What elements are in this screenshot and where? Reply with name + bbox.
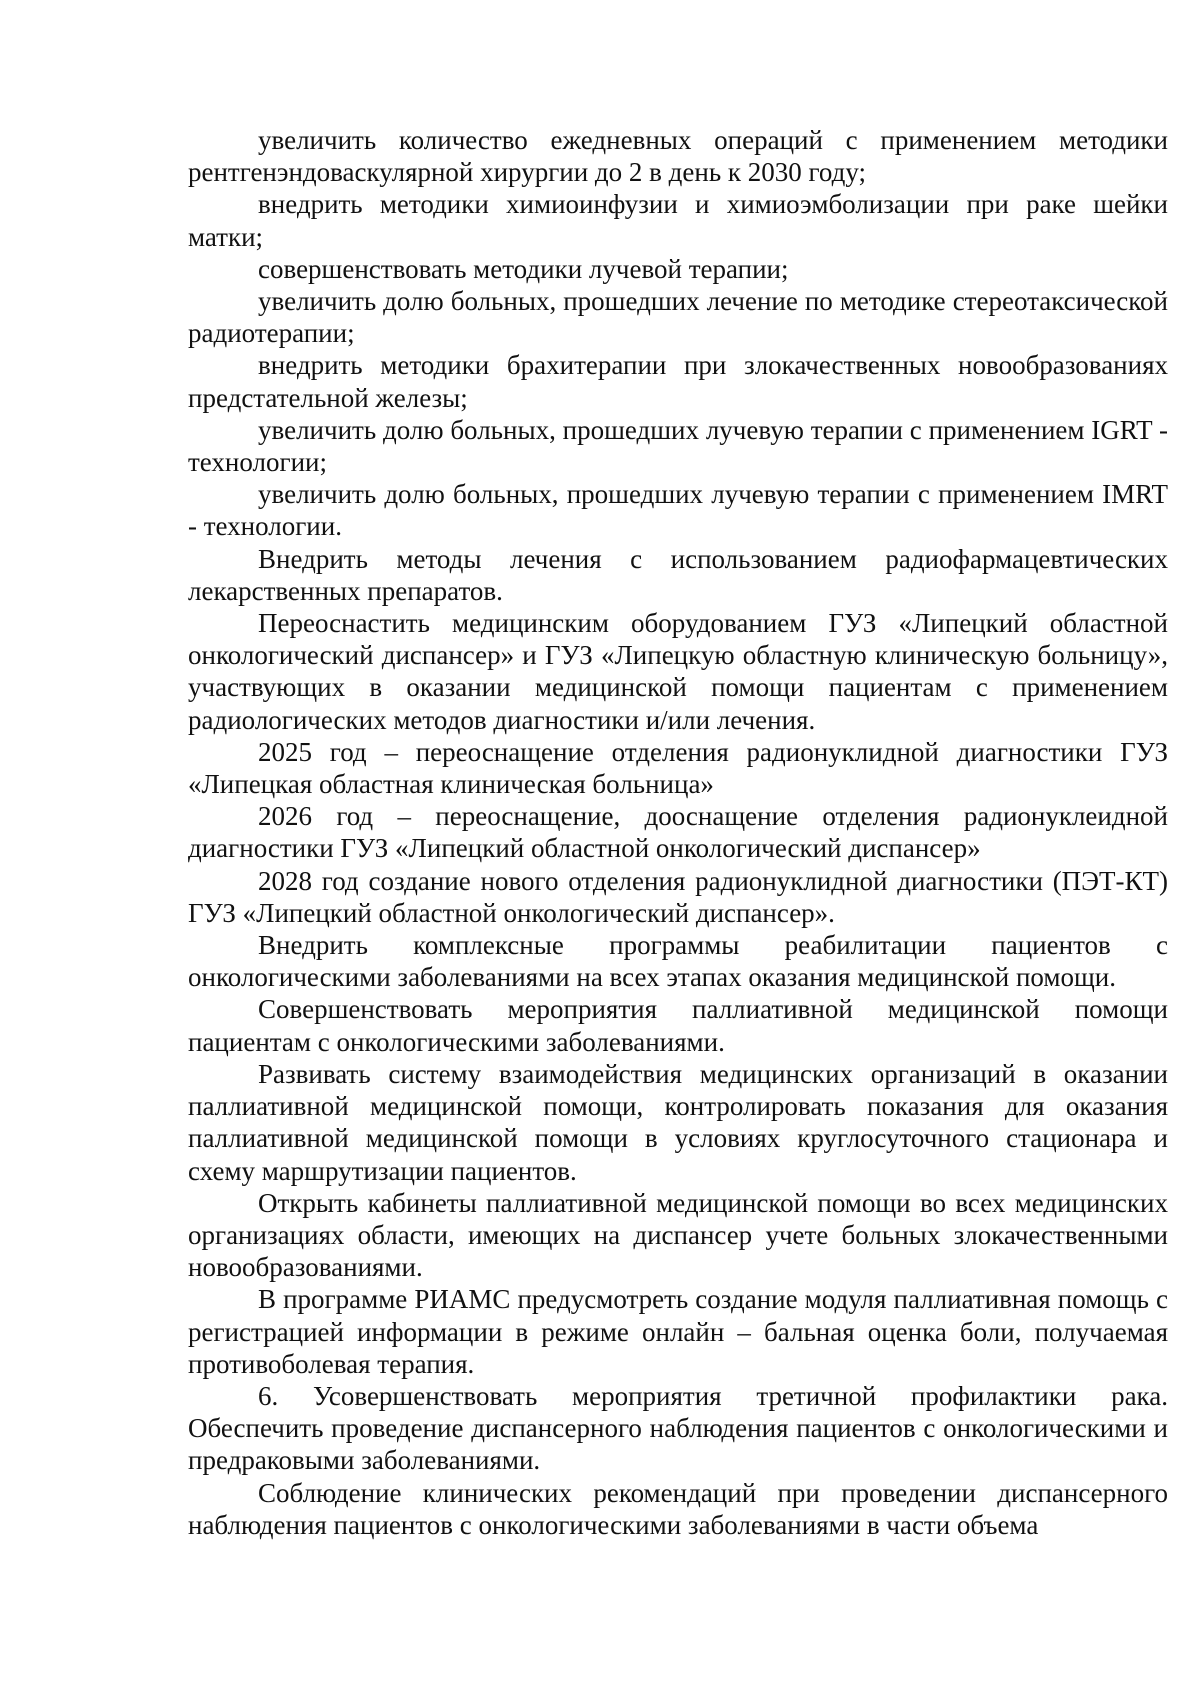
paragraph-17: В программе РИАМС предусмотреть создание модуля паллиативная помощь с регистрацией информации в режиме онлайн – бальная оценка боли, получаемая противоболевая терапия. (188, 1284, 1168, 1379)
paragraph-13: Внедрить комплексные программы реабилитации пациентов с онкологическими заболеваниями на всех этапах оказания медицинской помощи. (188, 930, 1168, 993)
paragraph-8: Внедрить методы лечения с использованием радиофармацевтических лекарственных препаратов. (188, 543, 1168, 606)
paragraph-5: внедрить методики брахитерапии при злокачественных новообразованиях предстательной железы; (188, 350, 1168, 413)
paragraph-18: 6. Усовершенствовать мероприятия третичной профилактики рака. Обеспечить проведение диспансерного наблюдения пациентов с онкологическими и предраковыми заболеваниями. (188, 1380, 1168, 1476)
paragraph-14: Совершенствовать мероприятия паллиативной медицинской помощи пациентам с онкологическими заболеваниями. (188, 994, 1168, 1057)
paragraph-10: 2025 год – переоснащение отделения радионуклидной диагностики ГУЗ «Липецкая областная клиническая больница» (188, 736, 1168, 800)
document-body (188, 124, 1168, 1541)
paragraph-6: увеличить долю больных, прошедших лучевую терапии с применением IGRT - технологии; (188, 414, 1168, 478)
paragraph-19: Соблюдение клинических рекомендаций при проведении диспансерного наблюдения пациентов с онкологическими заболеваниями в части объема (188, 1477, 1168, 1540)
paragraph-2: внедрить методики химиоинфузии и химиоэмболизации при раке шейки матки; (188, 189, 1168, 252)
paragraph-16: Открыть кабинеты паллиативной медицинской помощи во всех медицинских организациях области, имеющих на диспансер учете больных злокачественными новообразованиями. (188, 1187, 1168, 1283)
paragraph-1: увеличить количество ежедневных операций с применением методики рентгенэндоваскулярной хирургии до 2 в день к 2030 году; (188, 125, 1168, 188)
paragraph-3: совершенствовать методики лучевой терапии; (258, 253, 789, 284)
paragraph-9: Переоснастить медицинским оборудованием ГУЗ «Липецкий областной онкологический диспансер» и ГУЗ «Липецкую областную клиническую больницу», участвующих в оказании медицинской помощи пациентам с применением радиологических методов диагностики и/или лечения. (188, 608, 1168, 735)
paragraph-4: увеличить долю больных, прошедших лечение по методике стереотаксической радиотерапии; (188, 286, 1168, 349)
paragraph-15: Развивать систему взаимодействия медицинских организаций в оказании паллиативной медицинской помощи, контролировать показания для оказания паллиативной медицинской помощи в условиях круглосуточного стационара и схему маршрутизации пациентов. (188, 1058, 1168, 1186)
paragraph-11: 2026 год – переоснащение, дооснащение отделения радионуклеидной диагностики ГУЗ «Липецкий областной онкологический диспансер» (188, 801, 1168, 864)
paragraph-12: 2028 год создание нового отделения радионуклидной диагностики (ПЭТ-КТ) ГУЗ «Липецкий областной онкологический диспансер». (188, 865, 1168, 928)
paragraph-7: увеличить долю больных, прошедших лучевую терапии с применением IMRT - технологии. (188, 479, 1168, 542)
